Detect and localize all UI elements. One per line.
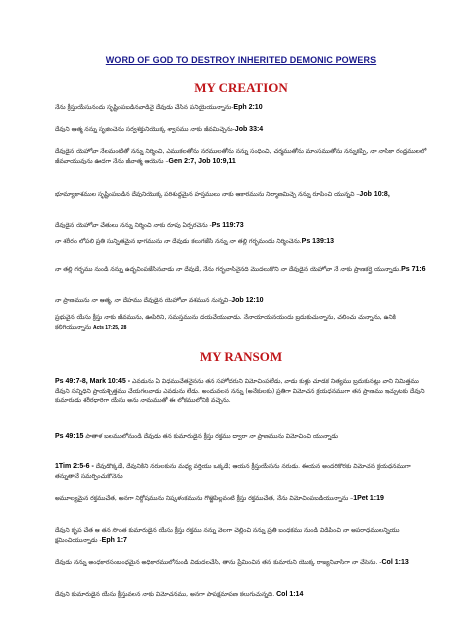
- paragraph-text: ప్రభువైన యేసు క్రీస్తు నాకు జీవమును, ఊపిరిని, సమస్తమును దయచేయువాడు. నేనాయాయనయందు బ్రదుకుచున్నాను, చలించు చున్నాను, ఉనికి కలిగియున్నాను: [55, 314, 396, 331]
- scripture-reference: 1Tim 2:5-6 -: [55, 463, 94, 470]
- paragraph-text: దేవుని కృప చేత ఆ తన సొంత కుమారుడైన యేసు క్రీస్తు రక్తము నన్ను వెలగా చెల్లించి నన్ను ప్రతి బంధకము నుండి విడిపించి నా అపరాధములన్నియు క్షమించియున్నాడు -: [55, 527, 400, 544]
- scripture-reference: Col 1:13: [381, 559, 409, 566]
- section-heading-my-ransom: MY RANSOM: [199, 349, 283, 364]
- document-title: WORD OF GOD TO DESTROY INHERITED DEMONIC POWERS: [105, 55, 377, 65]
- paragraph: [55, 558, 427, 568]
- scripture-reference: Eph 1:7: [101, 536, 127, 544]
- scripture-reference: Job 33:4: [234, 126, 264, 133]
- paragraph: [55, 103, 427, 113]
- paragraph: [55, 462, 427, 481]
- paragraph: [55, 237, 427, 247]
- scripture-reference: Gen 2:7, Job 10:9,11: [168, 157, 236, 165]
- paragraph-text: నా తల్లి గర్భము నుండి నన్ను ఉద్భవింపజేసినవాడు నా దేవుడే, నేను గర్భవాసినైనది మొదలుకొని నా దేవుడైన యెహోవా నే నాకు ప్రాణకర్తై యున్నాడు.: [55, 266, 402, 273]
- section-heading-my-creation: MY CREATION: [194, 80, 288, 95]
- paragraph: [55, 221, 427, 231]
- paragraph-text: ఎవడును ఏ విధముచేతనైనను తన సహోదరుని విమోచింపలేడు, వాడు కుళ్లు చూడక నిత్యము బ్రదుకునట్లు వాని నిమిత్తము దేవుని సన్నిధిని ప్రాయశ్చిత్తము చేయగలవాడు ఎవడును లేడు. అందువలన నన్ను (అనేకులకు) ప్రతిగా విమోచన క్రయధనముగా తన ప్రాణము ఇచ్చుటకు దేవుని కుమారుడు శరీరధారిగా యేసు అను నామముతో ఈ లోకములోనికి వచ్చెను.: [55, 378, 425, 405]
- scripture-reference: 1Pet 1:19: [353, 495, 384, 502]
- paragraph: [55, 494, 427, 504]
- scripture-reference: Eph 2:10: [233, 104, 263, 111]
- paragraph-text: అమూల్యమైన రక్తముచేత, అనగా నిర్దోషమును నిష్కళంకమును గొఱ్ఱెపిల్లవంటి క్రీస్తు రక్తముచేత, నేను విమోచింపబడియున్నాను –: [55, 495, 354, 502]
- scripture-reference: Acts 17:25, 28: [93, 324, 127, 331]
- paragraph: [55, 265, 427, 275]
- paragraph-text: దేవుని ఆత్మ నన్ను సృజించెను సర్వశక్తునియొక్క శ్వాసము నాకు జీవమిచ్చెను-: [55, 126, 235, 133]
- scripture-reference: Ps 49:7-8, Mark 10:45 -: [55, 378, 131, 385]
- paragraph-text: భూమ్యాకాశముల సృష్టింపబడిన దేవునియొక్క పరిశుద్దమైన హస్తములు నాకు ఆకారమును నిర్మాణమిచ్చె నన్ను రూపించి యున్నవి –: [55, 191, 360, 198]
- paragraph: [55, 590, 427, 600]
- paragraph: [55, 125, 427, 135]
- paragraph-text: దేవుడొక్కడే, దేవునికిని నరులకును మధ్య వర్తియు ఒక్కడే; ఆయన క్రీస్తుయేసను నరుడు. ఈయన అందరికొరకు విమోచన క్రయధనముగా తన్నుతానే సమర్పించుకొనెను: [55, 463, 411, 480]
- scripture-reference: Job 10:8,: [359, 191, 390, 198]
- paragraph-text: దేవుడైన యెహోవా చేతులు నన్ను నిర్మించి నాకు రూపు ఏర్పరచెను -: [55, 222, 212, 229]
- paragraph-text: నేను క్రీస్తుయేసునందు సృష్టింపబడినవాడినై దేవుడు చేసిన పనియైయున్నాను-: [55, 104, 234, 111]
- scripture-reference: Ps 139:13: [301, 238, 334, 245]
- paragraph: [55, 296, 427, 306]
- paragraph-text: నా శరీరం లోపలి ప్రతి సున్నితమైన భాగమును నా దేవుడు కలుగజేసి నన్ను నా తల్లి గర్భమందు నిర్మించెను.: [55, 238, 302, 245]
- paragraph-text: దేవుని కుమారుడైన యేసు క్రీస్తువలన నాకు విమోచనము, అనగా పాపక్షమాపణ కలుగుచున్నది.: [55, 591, 275, 598]
- scripture-reference: Col 1:14: [276, 591, 304, 598]
- paragraph: [55, 190, 427, 200]
- paragraph: [55, 313, 427, 333]
- scripture-reference: Ps 71:6: [401, 266, 426, 273]
- paragraph-text: పాతాళ బలములోనుండి దేవుడు తన కుమారుడైన క్రీస్తు రక్తము ద్వారా నా ప్రాణమును విమోచించి యున్నాడు: [83, 433, 339, 440]
- paragraph-text: దేవుడైన యెహోవా నేలమంటితో నన్ను నిర్మించి, ఎముకలతోను నరములతోను నన్ను సంధించి, చర్మముతోను మాంసముతోను నన్నుకప్పి, నా నాసికా రంధ్రములలో జీవవాయువును ఊదగా నేను జీవాత్మ ఆయెను –: [55, 148, 427, 165]
- paragraph: [55, 432, 427, 442]
- paragraph: [55, 377, 427, 406]
- scripture-reference: Job 12:10: [231, 297, 264, 304]
- paragraph-text: దేవుడు నన్ను అంధకారసంబంధమైన అధికారములోనుండి విడుదలచేసి, తాను ప్రేమించిన తన కుమారుని యొక్క రాజ్యనివాసిగా నా చేసెను. -: [55, 559, 382, 566]
- paragraph-text: నా ప్రాణమును నా ఆత్మ, నా దేహము దేవుడైన యెహోవా వశమున నున్నవి–: [55, 297, 232, 304]
- paragraph: [55, 526, 427, 545]
- scripture-reference: Ps 119:73: [211, 222, 244, 229]
- scripture-reference: Ps 49:15: [55, 433, 84, 440]
- paragraph: [55, 147, 427, 166]
